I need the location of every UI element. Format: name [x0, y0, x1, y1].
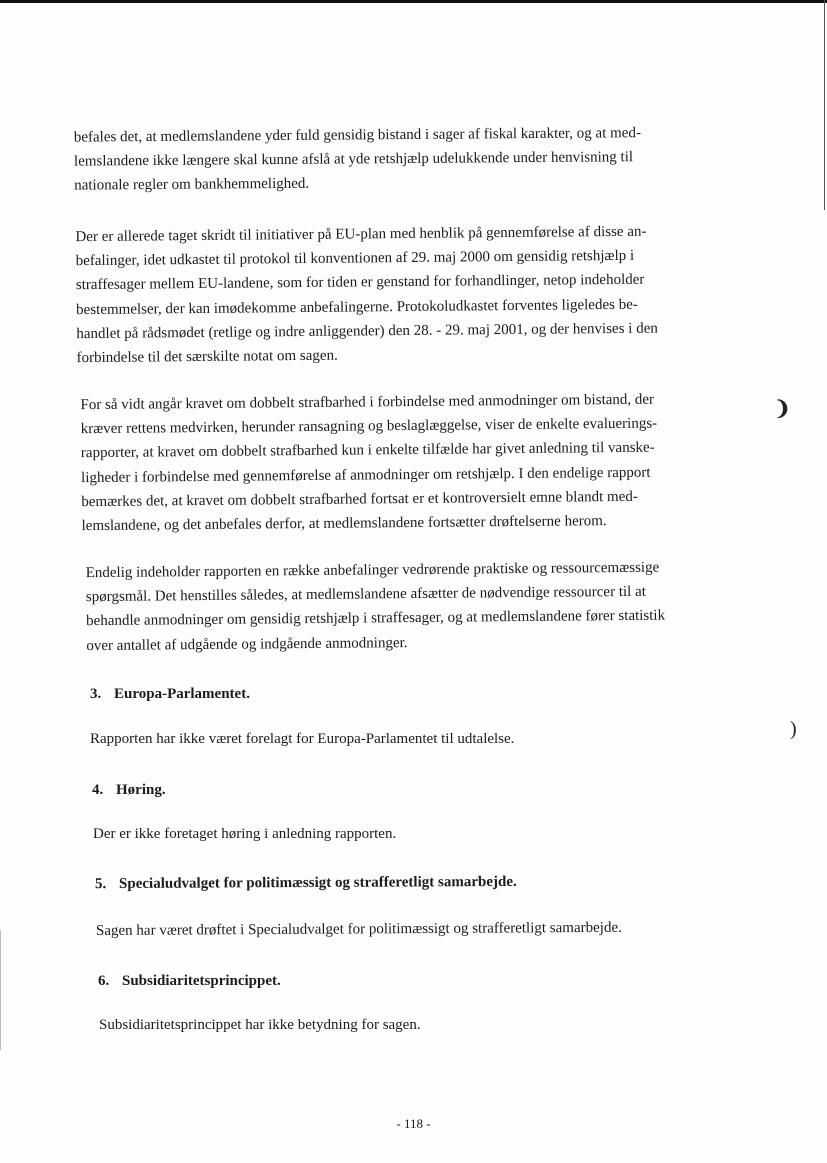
- section-number: 3.: [90, 686, 102, 702]
- text-line: befalinger, idet udkastet til protokol til konventionen af 29. maj 2000 om gensidig retshjælp i: [75, 248, 635, 270]
- section-heading: [98, 971, 281, 991]
- text-line: bemærkes det, at kravet om dobbelt strafbarhed fortsat er et kontroversielt emne blandt med-: [81, 488, 638, 510]
- punch-hole-mark: ): [790, 718, 797, 740]
- section-text: Der er ikke foretaget høring i anledning rapporten.: [93, 826, 397, 842]
- section-text: Rapporten har ikke været forelagt for Europa-Parlamentet til udtalelse.: [90, 731, 515, 747]
- text-line: spørgsmål. Det henstilles således, at medlemslandene afsætter de nødvendige ressourcer til at: [85, 583, 646, 606]
- section-number: 6.: [98, 973, 110, 989]
- text-line: Endelig indeholder rapporten en række anbefalinger vedrørende praktiske og ressourcemæssige: [85, 559, 660, 582]
- section-title: Subsidiaritetsprincippet.: [122, 973, 281, 989]
- section-heading: [90, 684, 250, 704]
- page-number: - 118 -: [396, 1116, 431, 1131]
- paragraph-eu-initiatives: [75, 219, 736, 371]
- text-line: behandle anmodninger om gensidig retshjælp i straffesager, og at medlemslandene fører statistik: [86, 608, 666, 630]
- text-line: nationale regler om bankhemmelighed.: [74, 176, 310, 194]
- section-title: Høring.: [116, 782, 166, 798]
- section-text: Sagen har været drøftet i Specialudvalget for politimæssigt og strafferetligt samarbejde.: [95, 919, 622, 940]
- text-line: lemslandene ikke længere skal kunne afslå at yde retshjælp udelukkende under henvisning til: [73, 149, 634, 170]
- text-line: lemslandene, og det anbefales derfor, at medlemslandene fortsætter drøftelserne herom.: [81, 513, 607, 535]
- text-line: Der er allerede taget skridt til initiativer på EU-plan med henblik på gennemførelse af disse an-: [75, 223, 647, 246]
- section-heading: [92, 780, 166, 800]
- text-line: over antallet af udgående og indgående anmodninger.: [86, 634, 408, 654]
- paragraph-bank-secrecy: [74, 120, 735, 198]
- section-title: Specialudvalget for politimæssigt og strafferetligt samarbejde.: [118, 873, 517, 892]
- paragraph-practical-recommendations: [86, 555, 747, 658]
- section-title: Europa-Parlamentet.: [114, 686, 250, 702]
- section-number: 5.: [94, 876, 107, 893]
- section-number: 4.: [92, 782, 104, 798]
- text-line: straffesager mellem EU-landene, som for tiden er genstand for forhandlinger, netop indeholder: [75, 272, 645, 294]
- section-text: Subsidiaritetsprincippet har ikke betydning for sagen.: [99, 1017, 421, 1033]
- text-line: bestemmelser, der kan imødekomme anbefalingerne. Protokoludkastet forventes ligeledes be-: [76, 296, 638, 318]
- text-line: ligheder i forbindelse med gennemførelse af anmodninger om retshjælp. I den endelige rapport: [81, 464, 651, 486]
- text-line: rapporter, at kravet om dobbelt strafbarhed kun i enkelte tilfælde har givet anledning til vanske-: [80, 440, 655, 462]
- text-line: handlet på rådsmødet (retlige og indre anliggender) den 28. - 29. maj 2001, og der henvises i den: [76, 320, 658, 342]
- section-heading: [95, 872, 517, 894]
- text-line: For så vidt angår kravet om dobbelt strafbarhed i forbindelse med anmodninger om bistand, der: [80, 391, 655, 414]
- punch-hole-mark: ❩: [774, 398, 791, 420]
- paragraph-double-criminality: [80, 387, 741, 539]
- text-line: kræver rettens medvirken, herunder ransagning og beslaglæggelse, viser de enkelte evaluerings-: [80, 415, 658, 438]
- text-line: befales det, at medlemslandene yder fuld gensidig bistand i sager af fiskal karakter, og at med-: [73, 125, 641, 146]
- text-line: forbindelse til det særskilte notat om sagen.: [76, 347, 338, 367]
